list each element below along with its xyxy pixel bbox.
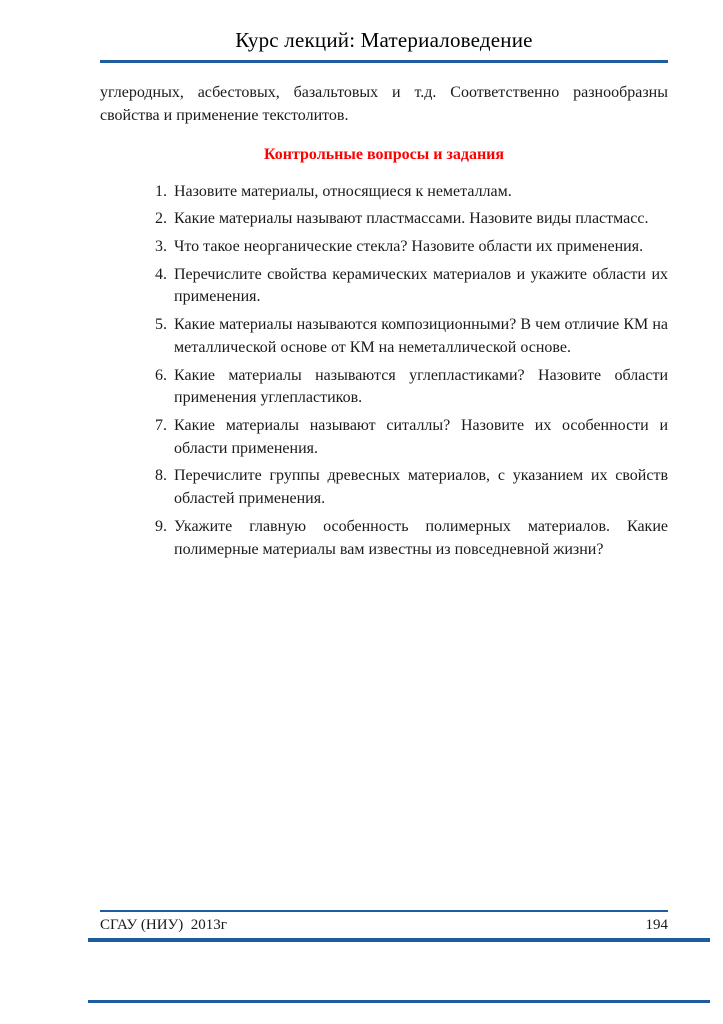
footer-page-number: 194 [645, 917, 668, 933]
question-item-6: 6. Какие материалы называются углепластиками? Назовите области применения углепластиков. [171, 365, 668, 410]
bottom-edge-rule [88, 1000, 710, 1003]
intro-paragraph: углеродных, асбестовых, базальтовых и т.д. Соответственно разнообразны свойства и применение текстолитов. [100, 84, 668, 125]
footer-institution: СГАУ (НИУ) 2013г [100, 917, 227, 933]
question-item-9: 9. Укажите главную особенность полимерных материалов. Какие полимерные материалы вам известны из повседневной жизни? [171, 516, 668, 561]
question-item-4: 4. Перечислите свойства керамических материалов и укажите области их применения. [171, 264, 668, 309]
question-item-8: 8. Перечислите группы древесных материалов, с указанием их свойств областей применения. [171, 465, 668, 510]
footer-rule [100, 910, 668, 912]
question-item-5: 5. Какие материалы называются композиционными? В чем отличие КМ на металлической основе от КМ на неметаллической основе. [171, 314, 668, 359]
footer-row [100, 917, 668, 934]
questions-list [145, 181, 668, 562]
question-item-2: 2. Какие материалы называют пластмассами. Назовите виды пластмасс. [171, 208, 668, 231]
section-heading: Контрольные вопросы и задания [263, 146, 505, 164]
question-item-3: 3. Что такое неорганические стекла? Назовите области их применения. [171, 236, 668, 259]
document-title: Курс лекций: Материаловедение [235, 28, 533, 52]
question-item-1: 1. Назовите материалы, относящиеся к неметаллам. [171, 181, 668, 204]
page-content [0, 63, 723, 561]
page-header [0, 0, 723, 63]
footer-thick-rule [88, 938, 710, 942]
question-item-7: 7. Какие материалы называют ситаллы? Назовите их особенности и области применения. [171, 415, 668, 460]
page-footer [100, 910, 668, 934]
